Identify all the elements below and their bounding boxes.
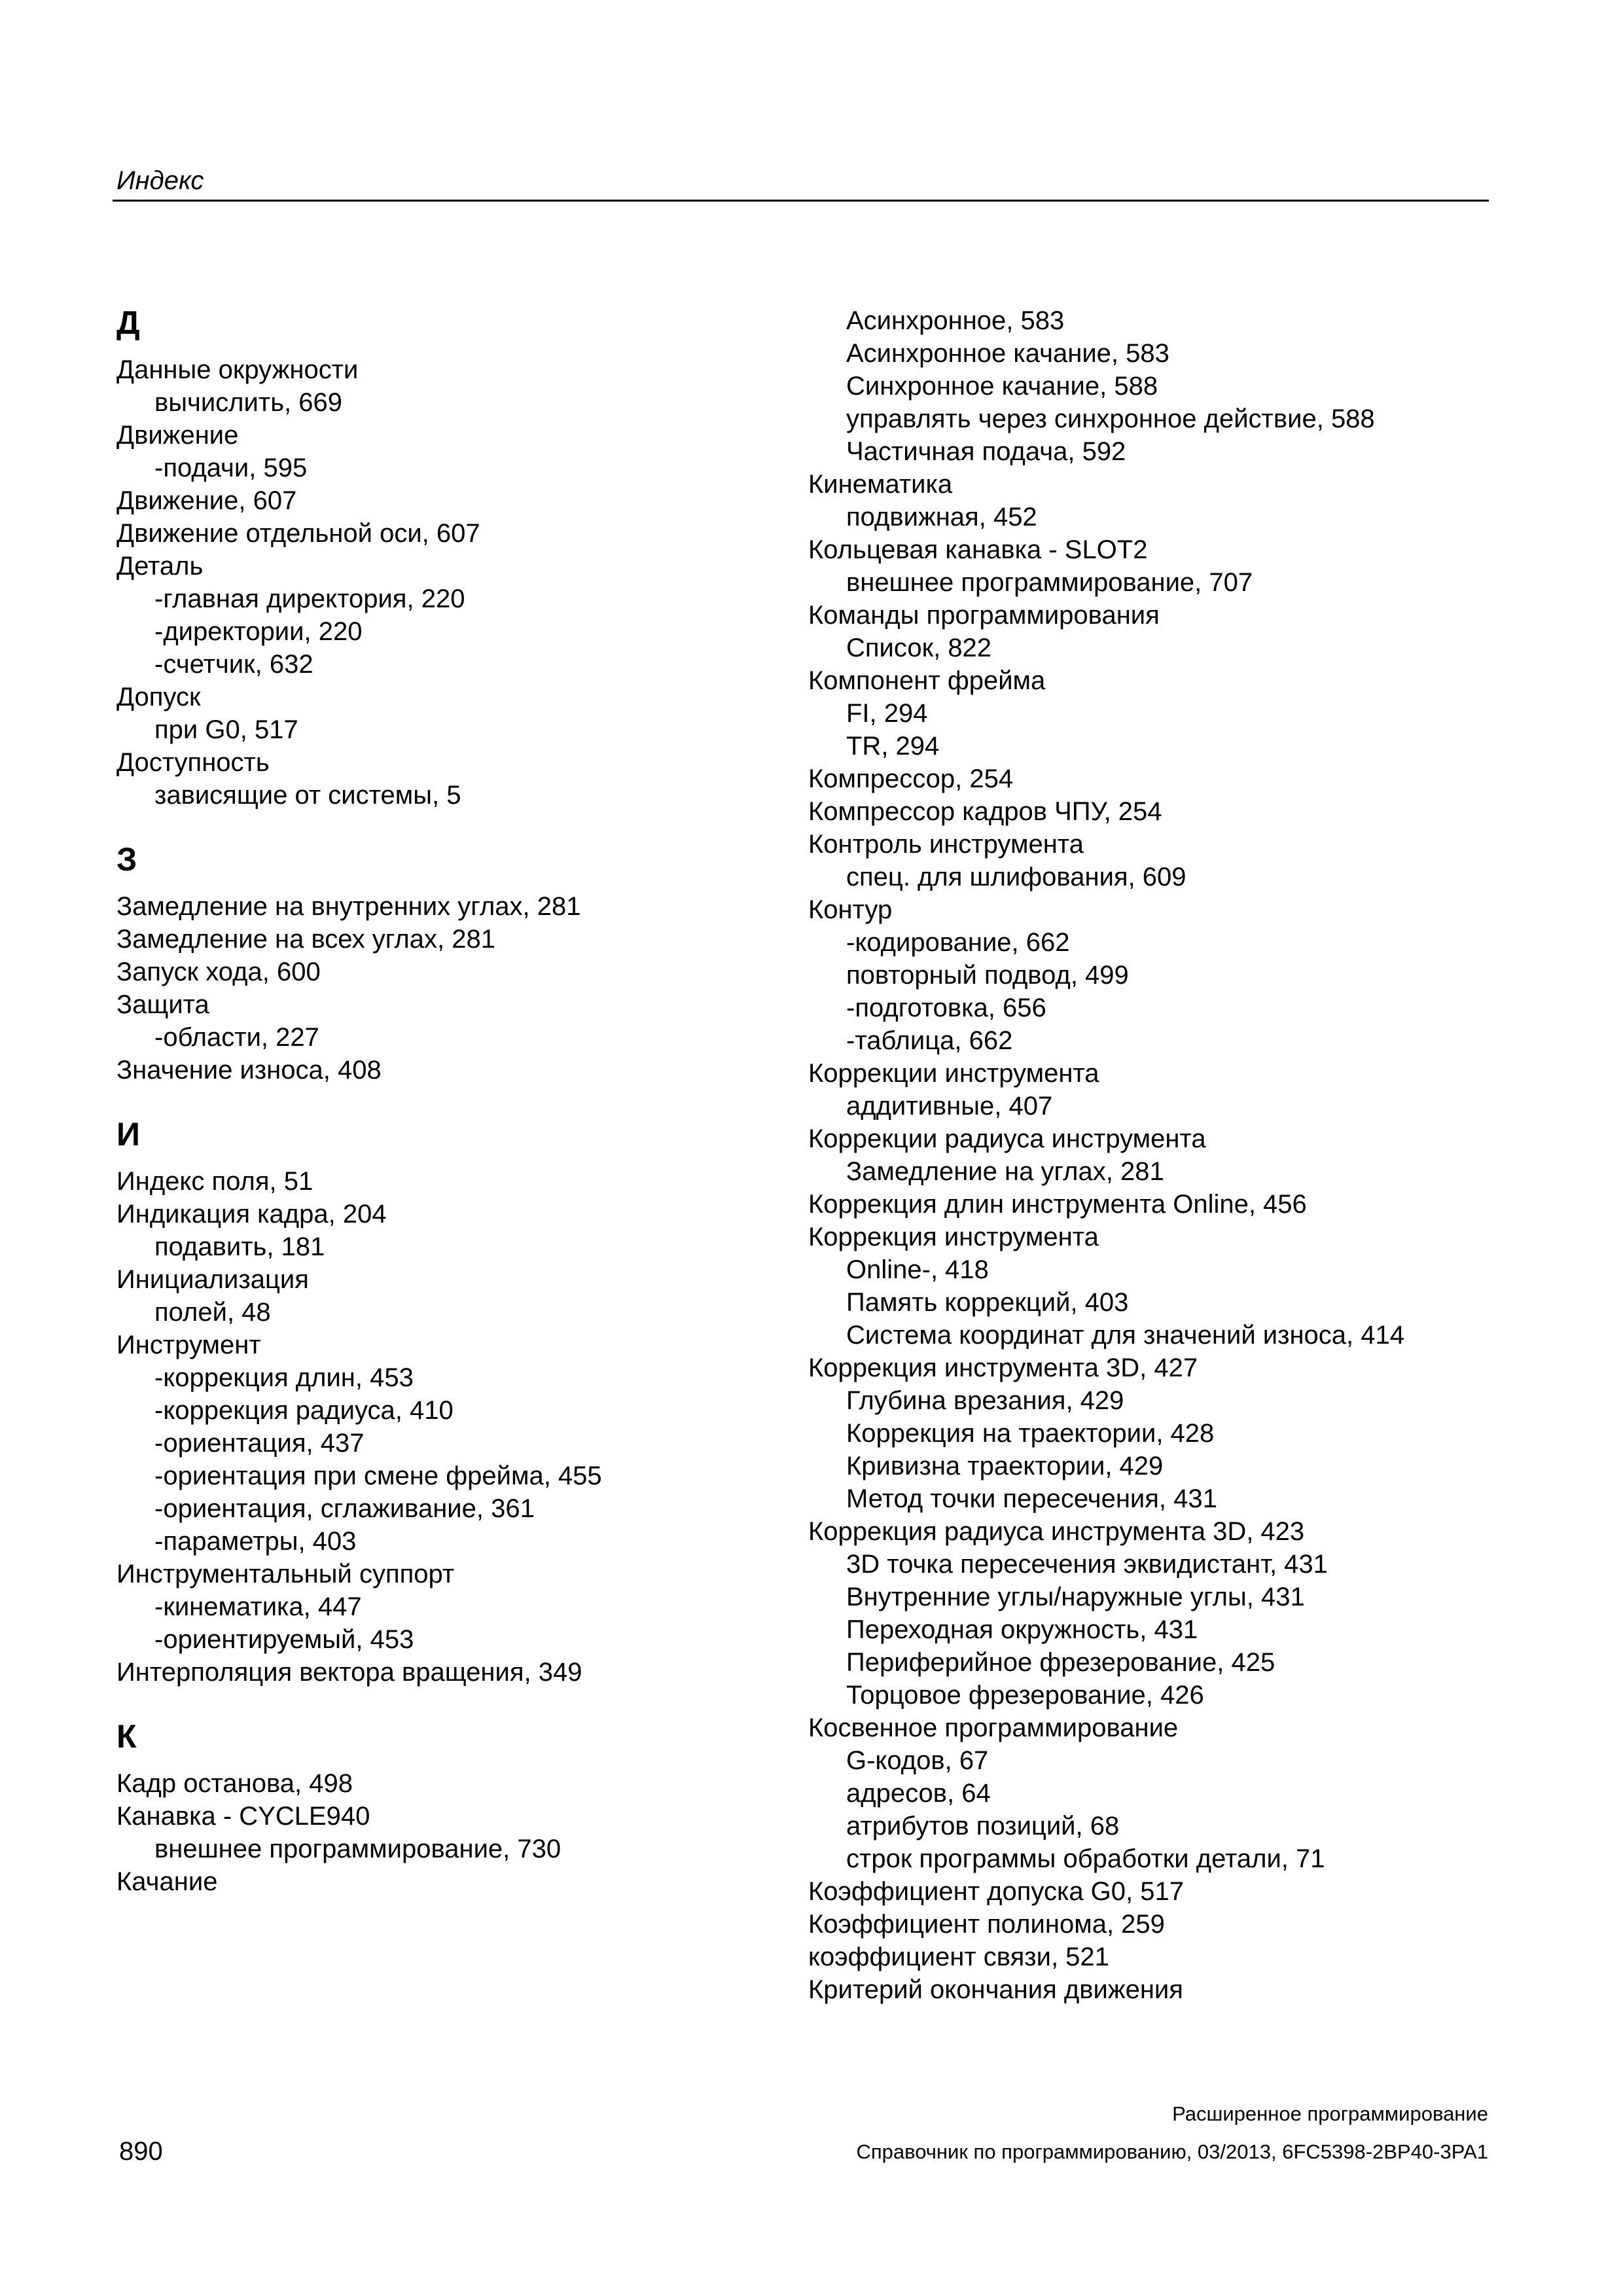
index-entry: Коэффициент допуска G0, 517 bbox=[808, 1877, 1185, 1906]
index-entry: Контроль инструмента bbox=[808, 830, 1084, 859]
running-header: Индекс bbox=[116, 166, 204, 195]
index-subentry: -главная директория, 220 bbox=[154, 584, 465, 613]
index-subentry: подвижная, 452 bbox=[846, 503, 1037, 531]
index-entry: Защита bbox=[116, 990, 209, 1019]
index-entry: Кольцевая канавка - SLOT2 bbox=[808, 535, 1148, 564]
index-entry: Коррекция радиуса инструмента 3D, 423 bbox=[808, 1517, 1305, 1546]
index-subentry: G-кодов, 67 bbox=[846, 1746, 989, 1775]
index-subentry: -счетчик, 632 bbox=[154, 650, 313, 679]
index-subentry: Асинхронное, 583 bbox=[846, 306, 1065, 335]
index-subentry: -ориентация, сглаживание, 361 bbox=[154, 1494, 535, 1523]
index-entry: Контур bbox=[808, 895, 893, 924]
index-entry: Компрессор кадров ЧПУ, 254 bbox=[808, 797, 1162, 826]
index-entry: Движение отдельной оси, 607 bbox=[116, 519, 480, 548]
index-subentry: Синхронное качание, 588 bbox=[846, 372, 1158, 401]
index-subentry: Торцовое фрезерование, 426 bbox=[846, 1681, 1204, 1710]
index-subentry: -ориентируемый, 453 bbox=[154, 1625, 414, 1654]
index-entry: Компонент фрейма bbox=[808, 666, 1046, 695]
index-subentry: Периферийное фрезерование, 425 bbox=[846, 1648, 1275, 1677]
index-entry: Критерий окончания движения bbox=[808, 1975, 1183, 2004]
index-entry: Качание bbox=[116, 1867, 218, 1896]
index-subentry: Коррекция на траектории, 428 bbox=[846, 1419, 1215, 1448]
index-entry: Канавка - CYCLE940 bbox=[116, 1802, 370, 1831]
index-subentry: -области, 227 bbox=[154, 1023, 319, 1052]
index-subentry: Кривизна траектории, 429 bbox=[846, 1452, 1164, 1480]
index-entry: Инструмент bbox=[116, 1331, 261, 1359]
index-letter-heading: И bbox=[116, 1116, 140, 1153]
index-subentry: -кодирование, 662 bbox=[846, 928, 1070, 957]
index-entry: Индикация кадра, 204 bbox=[116, 1200, 387, 1229]
index-letter-heading: Д bbox=[116, 304, 140, 341]
index-subentry: Внутренние углы/наружные углы, 431 bbox=[846, 1583, 1305, 1611]
footer-book-title: Расширенное программирование bbox=[1172, 2102, 1488, 2125]
index-entry: Значение износа, 408 bbox=[116, 1056, 382, 1085]
index-entry: Коэффициент полинома, 259 bbox=[808, 1910, 1165, 1939]
index-subentry: повторный подвод, 499 bbox=[846, 961, 1129, 990]
index-subentry: Список, 822 bbox=[846, 634, 992, 662]
index-entry: Доступность bbox=[116, 748, 270, 777]
index-subentry: атрибутов позиций, 68 bbox=[846, 1812, 1120, 1840]
index-subentry: TR, 294 bbox=[846, 732, 940, 761]
index-entry: Коррекция длин инструмента Online, 456 bbox=[808, 1190, 1307, 1219]
index-entry: Замедление на внутренних углах, 281 bbox=[116, 892, 581, 921]
index-entry: Допуск bbox=[116, 683, 201, 711]
index-subentry: Online-, 418 bbox=[846, 1255, 989, 1284]
index-subentry: адресов, 64 bbox=[846, 1779, 991, 1808]
index-subentry: Метод точки пересечения, 431 bbox=[846, 1484, 1217, 1513]
index-subentry: -подачи, 595 bbox=[154, 454, 308, 482]
index-entry: Интерполяция вектора вращения, 349 bbox=[116, 1658, 582, 1687]
index-subentry: внешнее программирование, 730 bbox=[154, 1835, 562, 1863]
index-subentry: -директории, 220 bbox=[154, 617, 363, 646]
index-subentry: Частичная подача, 592 bbox=[846, 437, 1126, 466]
index-entry: Деталь bbox=[116, 552, 204, 581]
index-subentry: -ориентация, 437 bbox=[154, 1429, 365, 1458]
index-subentry: -коррекция радиуса, 410 bbox=[154, 1396, 454, 1425]
index-subentry: FI, 294 bbox=[846, 699, 928, 728]
index-subentry: Память коррекций, 403 bbox=[846, 1288, 1129, 1317]
index-subentry: Система координат для значений износа, 414 bbox=[846, 1321, 1405, 1350]
index-entry: Данные окружности bbox=[116, 355, 359, 384]
index-subentry: при G0, 517 bbox=[154, 715, 298, 744]
index-letter-heading: К bbox=[116, 1718, 137, 1755]
index-entry: Инициализация bbox=[116, 1265, 309, 1294]
index-subentry: зависящие от системы, 5 bbox=[154, 781, 461, 810]
index-subentry: управлять через синхронное действие, 588 bbox=[846, 404, 1375, 433]
page-number: 890 bbox=[119, 2137, 163, 2166]
index-entry: Коррекция инструмента bbox=[808, 1223, 1099, 1251]
index-subentry: аддитивные, 407 bbox=[846, 1092, 1053, 1121]
index-entry: Коррекции радиуса инструмента bbox=[808, 1124, 1206, 1153]
index-subentry: Переходная окружность, 431 bbox=[846, 1615, 1198, 1644]
index-subentry: Замедление на углах, 281 bbox=[846, 1157, 1164, 1186]
index-subentry: -таблица, 662 bbox=[846, 1026, 1013, 1055]
index-subentry: Глубина врезания, 429 bbox=[846, 1386, 1124, 1415]
index-subentry: -коррекция длин, 453 bbox=[154, 1363, 414, 1392]
index-entry: Кинематика bbox=[808, 470, 953, 499]
index-subentry: -ориентация при смене фрейма, 455 bbox=[154, 1462, 602, 1490]
index-entry: Запуск хода, 600 bbox=[116, 958, 321, 986]
index-subentry: строк программы обработки детали, 71 bbox=[846, 1844, 1325, 1873]
index-entry: Движение bbox=[116, 421, 239, 450]
index-subentry: -подготовка, 656 bbox=[846, 994, 1046, 1022]
index-subentry: внешнее программирование, 707 bbox=[846, 568, 1253, 597]
index-subentry: подавить, 181 bbox=[154, 1232, 325, 1261]
index-entry: Компрессор, 254 bbox=[808, 764, 1014, 793]
index-entry: Движение, 607 bbox=[116, 486, 297, 515]
index-entry: Замедление на всех углах, 281 bbox=[116, 925, 495, 954]
footer-document-info: Справочник по программированию, 03/2013, 6FC5398-2BP40-3PA1 bbox=[856, 2140, 1488, 2163]
index-entry: Косвенное программирование bbox=[808, 1713, 1179, 1742]
header-rule bbox=[113, 200, 1489, 202]
index-letter-heading: З bbox=[116, 841, 137, 878]
index-entry: Коррекции инструмента bbox=[808, 1059, 1099, 1088]
index-subentry: спец. для шлифования, 609 bbox=[846, 863, 1186, 891]
index-subentry: Асинхронное качание, 583 bbox=[846, 339, 1169, 368]
index-entry: коэффициент связи, 521 bbox=[808, 1943, 1109, 1971]
index-entry: Инструментальный суппорт bbox=[116, 1560, 455, 1588]
index-entry: Коррекция инструмента 3D, 427 bbox=[808, 1354, 1198, 1382]
index-subentry: -кинематика, 447 bbox=[154, 1592, 362, 1621]
index-subentry: полей, 48 bbox=[154, 1298, 271, 1327]
index-entry: Кадр останова, 498 bbox=[116, 1769, 353, 1798]
index-entry: Индекс поля, 51 bbox=[116, 1167, 313, 1196]
index-subentry: -параметры, 403 bbox=[154, 1527, 357, 1556]
index-entry: Команды программирования bbox=[808, 601, 1160, 630]
index-subentry: 3D точка пересечения эквидистант, 431 bbox=[846, 1550, 1328, 1579]
index-subentry: вычислить, 669 bbox=[154, 388, 342, 417]
